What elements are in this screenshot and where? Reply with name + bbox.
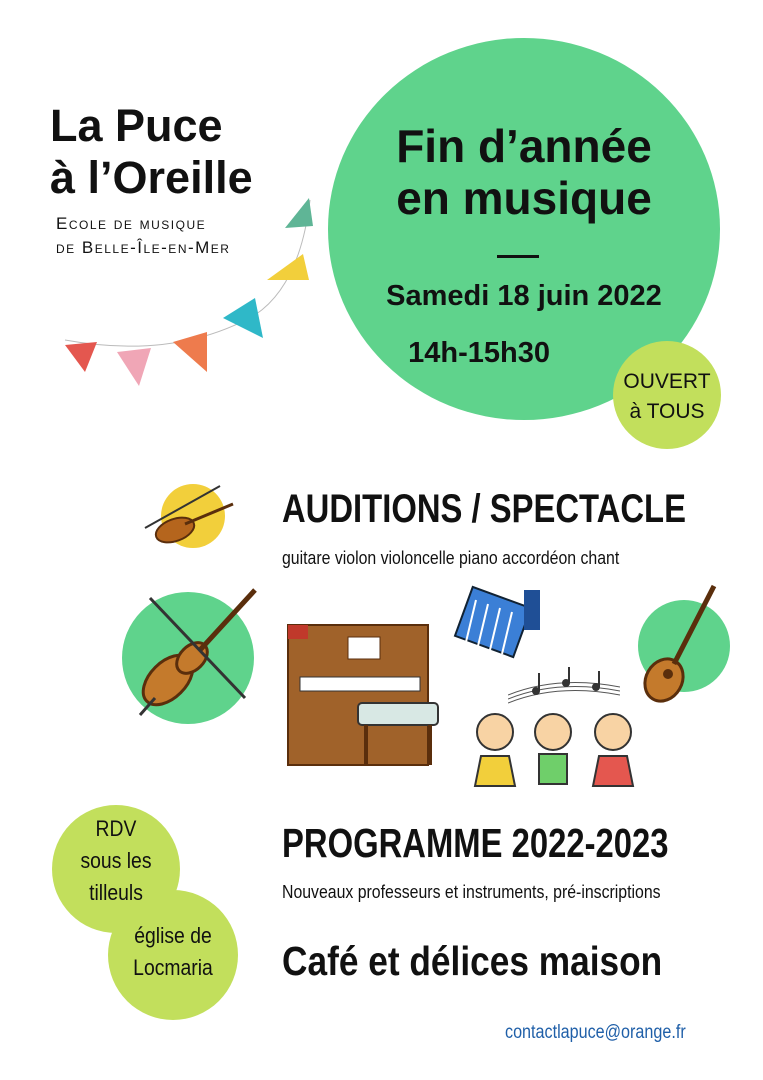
piano-icon <box>280 615 445 775</box>
bunting-flags-icon <box>55 190 325 400</box>
rdv-line3: tilleuls <box>89 880 143 905</box>
school-name <box>50 100 253 204</box>
open-badge-line2: à TOUS <box>629 400 705 423</box>
violin-icon <box>125 478 245 558</box>
cello-icon <box>110 580 270 730</box>
singing-children-icon <box>465 710 650 805</box>
cafe-text: Café et délices maison <box>282 938 663 984</box>
rdv-line2: sous les <box>80 848 152 873</box>
location-line1: église de <box>134 923 212 948</box>
event-title-line1: Fin d’année <box>396 120 652 172</box>
programme-details: Nouveaux professeurs et instruments, pré-inscriptions <box>282 882 661 902</box>
programme-title: PROGRAMME 2022-2023 <box>282 820 669 866</box>
event-time: 14h-15h30 <box>408 337 550 369</box>
ukulele-icon <box>622 578 742 713</box>
location-line2: Locmaria <box>133 955 213 980</box>
contact-email[interactable]: contactlapuce@orange.fr <box>505 1022 686 1043</box>
auditions-title: AUDITIONS / SPECTACLE <box>282 487 686 531</box>
location-text <box>116 920 230 984</box>
open-badge-line1: OUVERT <box>623 370 711 393</box>
school-name-line1: La Puce <box>50 100 223 151</box>
rdv-line1: RDV <box>95 816 137 841</box>
school-subtitle-line2: de Belle-Île-en-Mer <box>56 238 231 257</box>
event-title <box>330 120 718 224</box>
event-date: Samedi 18 juin 2022 <box>386 280 662 312</box>
open-badge <box>613 367 721 427</box>
school-name-line2: à l’Oreille <box>50 152 253 203</box>
accordion-icon <box>452 582 547 667</box>
event-divider <box>497 255 539 258</box>
rdv-text <box>60 813 173 909</box>
music-notes-icon <box>508 665 620 707</box>
event-title-line2: en musique <box>396 172 652 224</box>
instruments-list: guitare violon violoncelle piano accordéon chant <box>282 548 620 568</box>
school-subtitle-line1: Ecole de musique <box>56 214 207 233</box>
